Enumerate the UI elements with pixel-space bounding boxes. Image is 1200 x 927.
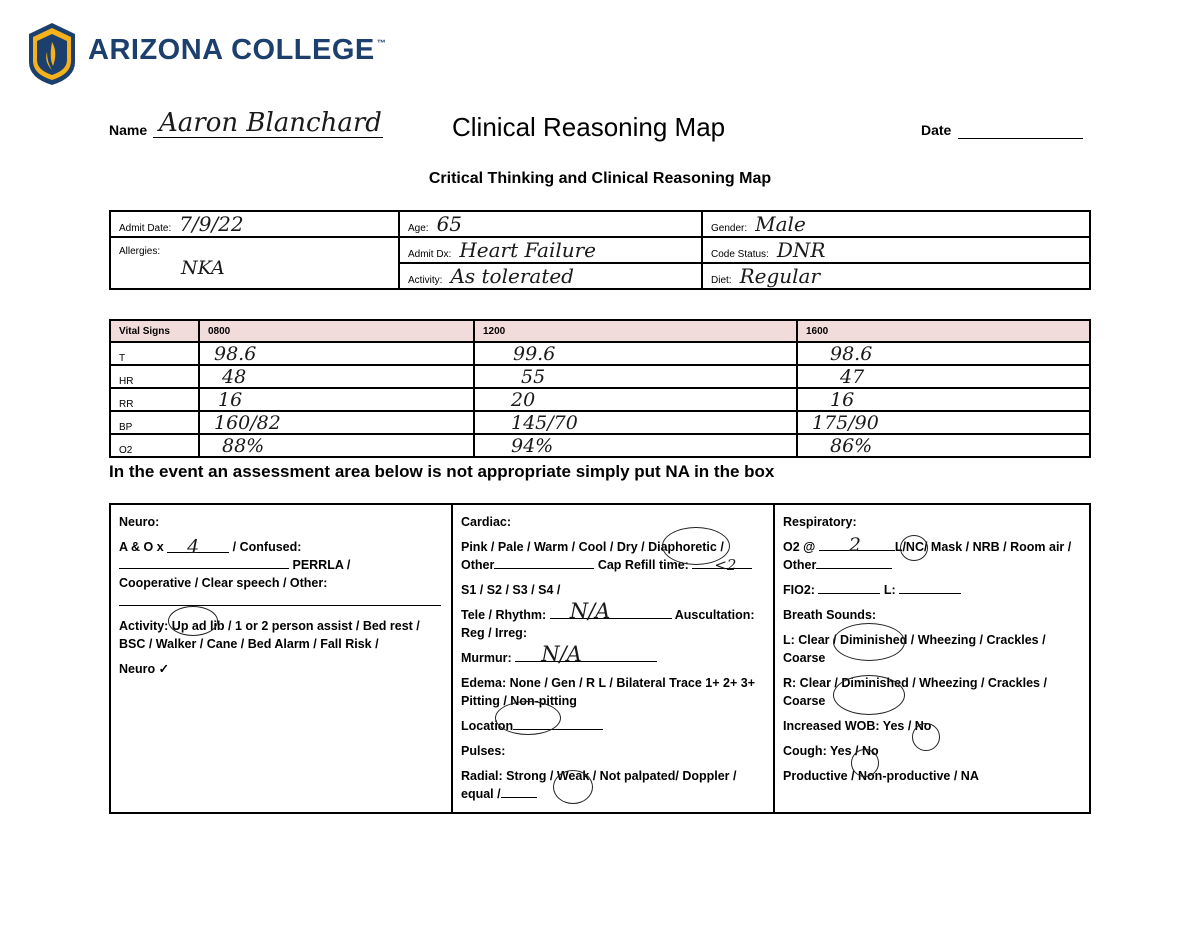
name-field[interactable] xyxy=(109,108,384,138)
respiratory-section xyxy=(775,505,1091,812)
date-underline xyxy=(958,138,1083,139)
vital-cell[interactable]: 98.6 xyxy=(797,342,1090,365)
neuro-check: Neuro ✓ xyxy=(119,662,170,676)
perrla-field[interactable] xyxy=(119,568,289,569)
diet-cell[interactable]: Diet: Regular xyxy=(702,263,1090,289)
table-row xyxy=(110,388,1090,411)
perrla-row: PERRLA / xyxy=(119,556,443,574)
cardiac-other-field[interactable] xyxy=(494,568,594,569)
vitals-header-1600: 1600 xyxy=(797,320,1090,342)
page-title: Clinical Reasoning Map xyxy=(452,112,726,142)
cardiac-title: Cardiac: xyxy=(461,515,512,529)
other-cap-row: Other Cap Refill time: <2 xyxy=(461,556,765,574)
aox-field[interactable]: 4 xyxy=(167,552,229,553)
age-value: 65 xyxy=(436,212,463,236)
fio2-l-field[interactable] xyxy=(899,593,961,594)
gender-cell[interactable]: Gender: Male xyxy=(702,211,1090,237)
table-row xyxy=(110,434,1090,457)
neuro-title: Neuro: xyxy=(119,515,160,529)
circle-mark-nc xyxy=(900,535,928,561)
name-underline xyxy=(153,137,383,138)
neuro-section xyxy=(111,505,453,812)
cough-options: Cough: Yes / No xyxy=(783,744,879,758)
gender-value: Male xyxy=(755,212,806,236)
neuro-other-field[interactable] xyxy=(119,605,441,606)
vital-label: BP xyxy=(110,411,199,434)
admit-dx-value: Heart Failure xyxy=(459,238,597,262)
vital-cell[interactable]: 160/82 xyxy=(199,411,474,434)
cardiac-section xyxy=(453,505,775,812)
fio2-field[interactable] xyxy=(818,593,880,594)
location-row: Location xyxy=(461,717,765,735)
right-lung-options: R: Clear / Diminished / Wheezing / Crackles / Coarse xyxy=(783,676,1047,708)
date-field[interactable] xyxy=(921,122,1083,142)
table-row xyxy=(110,411,1090,434)
skin-row: Pink / Pale / Warm / Cool / Dry / Diaphoretic / xyxy=(461,540,724,554)
circle-mark-cough-no xyxy=(851,749,879,777)
vital-cell[interactable]: 86% xyxy=(797,434,1090,457)
vital-cell[interactable]: 47 xyxy=(797,365,1090,388)
patient-info-table xyxy=(109,210,1091,290)
allergies-value: NKA xyxy=(181,257,225,279)
vitals-header-row xyxy=(110,320,1090,342)
vital-cell[interactable]: 88% xyxy=(199,434,474,457)
circle-mark-non-pitting xyxy=(495,701,561,735)
name-label: Name xyxy=(109,122,148,138)
activity-value: As tolerated xyxy=(450,264,574,288)
allergies-cell[interactable]: Allergies: NKA xyxy=(110,237,399,289)
vital-cell[interactable]: 20 xyxy=(474,388,797,411)
vital-cell[interactable]: 16 xyxy=(797,388,1090,411)
vital-cell[interactable]: 94% xyxy=(474,434,797,457)
left-lung-options: L: Clear / Diminished / Wheezing / Crackles / Coarse xyxy=(783,633,1046,665)
aox-row: A & O x 4 / Confused: xyxy=(119,536,302,558)
assessment-grid xyxy=(109,503,1091,814)
admit-date-cell[interactable]: Admit Date: 7/9/22 xyxy=(110,211,399,237)
table-row xyxy=(110,365,1090,388)
cap-refill-field[interactable]: <2 xyxy=(692,568,752,569)
na-instruction: In the event an assessment area below is not appropriate simply put NA in the box xyxy=(109,462,775,481)
murmur-row: Murmur: N/A xyxy=(461,649,765,667)
circle-mark-wob-no xyxy=(912,723,940,751)
vital-cell[interactable]: 48 xyxy=(199,365,474,388)
radial-options: Radial: Strong / Weak / Not palpated/ Doppler / equal / xyxy=(461,769,737,801)
vital-cell[interactable]: 99.6 xyxy=(474,342,797,365)
reg-irreg: Reg / Irreg: xyxy=(461,626,527,640)
admit-dx-cell[interactable]: Admit Dx: Heart Failure xyxy=(399,237,702,263)
activity-options: Activity: Up ad lib / 1 or 2 person assist / Bed rest / BSC / Walker / Cane / Bed Alarm / Fall Risk / xyxy=(119,619,420,651)
equal-field[interactable] xyxy=(501,797,537,798)
vital-cell[interactable]: 98.6 xyxy=(199,342,474,365)
vitals-header-1200: 1200 xyxy=(474,320,797,342)
vitals-header-label: Vital Signs xyxy=(110,320,199,342)
pulses-label: Pulses: xyxy=(461,744,506,758)
breath-sounds-label: Breath Sounds: xyxy=(783,608,877,622)
circle-mark-weak xyxy=(553,770,593,804)
vital-signs-table xyxy=(109,319,1091,458)
fio2-row: FIO2: L: xyxy=(783,581,1083,599)
age-cell[interactable]: Age: 65 xyxy=(399,211,702,237)
vital-cell[interactable]: 16 xyxy=(199,388,474,411)
circle-mark-right-diminished xyxy=(833,675,905,715)
o2-rate-field[interactable]: 2 xyxy=(819,550,895,551)
wob-options: Increased WOB: Yes / No xyxy=(783,719,932,733)
o2-row: O2 @ 2 L/NC/ Mask / NRB / Room air / Other xyxy=(783,534,1072,572)
vital-cell[interactable]: 175/90 xyxy=(797,411,1090,434)
shield-icon xyxy=(27,22,77,86)
o2-other-field[interactable] xyxy=(816,568,892,569)
respiratory-title: Respiratory: xyxy=(783,515,857,529)
vitals-header-0800: 0800 xyxy=(199,320,474,342)
subtitle: Critical Thinking and Clinical Reasoning Map xyxy=(428,170,772,187)
tele-row: Tele / Rhythm: N/A Auscultation: xyxy=(461,599,755,623)
date-label: Date xyxy=(921,122,952,138)
code-status-cell[interactable]: Code Status: DNR xyxy=(702,237,1090,263)
vital-label: O2 xyxy=(110,434,199,457)
circle-mark-diaphoretic xyxy=(662,527,730,565)
vital-label: T xyxy=(110,342,199,365)
table-row xyxy=(110,342,1090,365)
murmur-field[interactable]: N/A xyxy=(515,661,657,662)
edema-options: Edema: None / Gen / R L / Bilateral Trace 1+ 2+ 3+ Pitting / Non-pitting xyxy=(461,676,755,708)
logo-wordmark: ARIZONA COLLEGE ™ xyxy=(88,34,387,66)
activity-cell[interactable]: Activity: As tolerated xyxy=(399,263,702,289)
circle-mark-left-diminished xyxy=(833,623,905,661)
heart-sounds: S1 / S2 / S3 / S4 / xyxy=(461,583,561,597)
vital-cell[interactable]: 145/70 xyxy=(474,411,797,434)
code-status-value: DNR xyxy=(776,238,826,262)
tele-field[interactable]: N/A xyxy=(550,618,672,619)
vital-cell[interactable]: 55 xyxy=(474,365,797,388)
productive-options: Productive / Non-productive / NA xyxy=(783,769,979,783)
circle-mark-up-ad-lib xyxy=(168,606,218,636)
diet-value: Regular xyxy=(739,264,821,288)
admit-date-value: 7/9/22 xyxy=(179,212,244,236)
cooperative-text: Cooperative / Clear speech / Other: xyxy=(119,576,328,590)
vital-label: HR xyxy=(110,365,199,388)
vital-label: RR xyxy=(110,388,199,411)
name-value: Aaron Blanchard xyxy=(159,108,382,138)
